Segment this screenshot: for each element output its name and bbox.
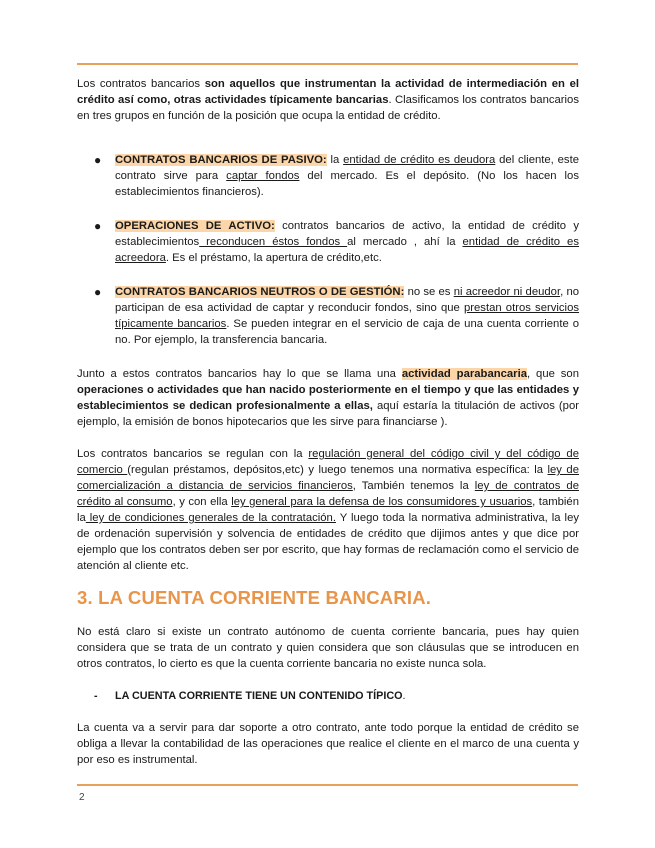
dash-marker: - <box>94 690 98 702</box>
page-number: 2 <box>79 792 85 803</box>
bullet-icon: ● <box>94 285 102 299</box>
bullet-title: CONTRATOS BANCARIOS DE PASIVO: <box>115 154 327 166</box>
bullet-title: CONTRATOS BANCARIOS NEUTROS O DE GESTIÓN: <box>115 286 405 298</box>
list-item: ● CONTRATOS BANCARIOS DE PASIVO: la entidad de crédito es deudora del cliente, este contrato sirve para captar fondos del mercado. Es el depósito. (No los hacen los establecimientos financieros). <box>94 153 579 198</box>
section-paragraph-1: No está claro si existe un contrato autónomo de cuenta corriente bancaria, pues hay quien considera que se trata de un contrato y quien considera que son cláusulas que se introducen en otros contratos, lo cierto es que la cuenta corriente bancaria no existe nunca sola. <box>77 626 579 670</box>
highlight-parabancaria: actividad parabancaria <box>401 368 528 380</box>
section-paragraph-2: La cuenta va a servir para dar soporte a otro contrato, ante todo porque la entidad de crédito se obliga a llevar la contabilidad de las operaciones que realice el cliente en el marco de una cuenta y por eso es instrumental. <box>77 722 579 766</box>
bullet-icon: ● <box>94 219 102 233</box>
regulation-paragraph: Los contratos bancarios se regulan con la regulación general del código civil y del código de comercio (regulan préstamos, depósitos,etc) y luego tenemos una normativa específica: la ley de comercialización a distancia de servicios financieros, También tenemos la ley de contratos de crédito al consumo, y con ella ley general para la defensa de los consumidores y usuarios, también la ley de condiciones generales de la contratación. Y luego toda la normativa administrativa, la ley de ordenación supervisión y solvencia de entidades de crédito que dijimos antes y que dice por ejemplo que los contratos deben ser por escrito, que hay formas de reclamación como el servicio de atención al cliente etc. <box>77 448 579 572</box>
footer-rule <box>77 784 578 786</box>
intro-paragraph: Los contratos bancarios son aquellos que instrumentan la actividad de intermediación en el crédito así como, otras actividades típicamente bancarias. Clasificamos los contratos bancarios en tres grupos en función de la posición que ocupa la entidad de crédito. <box>77 78 579 122</box>
contract-types-list <box>77 152 579 348</box>
document-body <box>77 76 579 768</box>
section-heading: 3. LA CUENTA CORRIENTE BANCARIA. <box>77 587 432 608</box>
parabancaria-paragraph: Junto a estos contratos bancarios hay lo que se llama una actividad parabancaria, que son operaciones o actividades que han nacido posteriormente en el tiempo y que las entidades y establecimientos se dedican profesionalmente a ellas, aquí estaría la titulación de activos (por ejemplo, la emisión de bonos hipotecarios que les sirve para financiarse ). <box>77 368 580 428</box>
bullet-icon: ● <box>94 153 102 167</box>
dash-list-item: - LA CUENTA CORRIENTE TIENE UN CONTENIDO TÍPICO. <box>94 690 406 702</box>
list-item: ● OPERACIONES DE ACTIVO: contratos bancarios de activo, la entidad de crédito y establecimientos reconducen éstos fondos al mercado , ahí la entidad de crédito es acreedora. Es el préstamo, la apertura de crédito,etc. <box>94 219 579 264</box>
bullet-title: OPERACIONES DE ACTIVO: <box>115 220 275 232</box>
list-item: ● CONTRATOS BANCARIOS NEUTROS O DE GESTIÓN: no se es ni acreedor ni deudor, no participan de esa actividad de captar y reconducir fondos, sino que prestan otros servicios típicamente bancarios. Se pueden integrar en el servicio de caja de una cuenta corriente o no. Por ejemplo, la transferencia bancaria. <box>94 285 580 346</box>
intro-bold: son aquellos que instrumentan la actividad de intermediación en el crédito así como, otras actividades típicamente bancarias <box>77 78 579 106</box>
header-rule <box>77 63 578 65</box>
